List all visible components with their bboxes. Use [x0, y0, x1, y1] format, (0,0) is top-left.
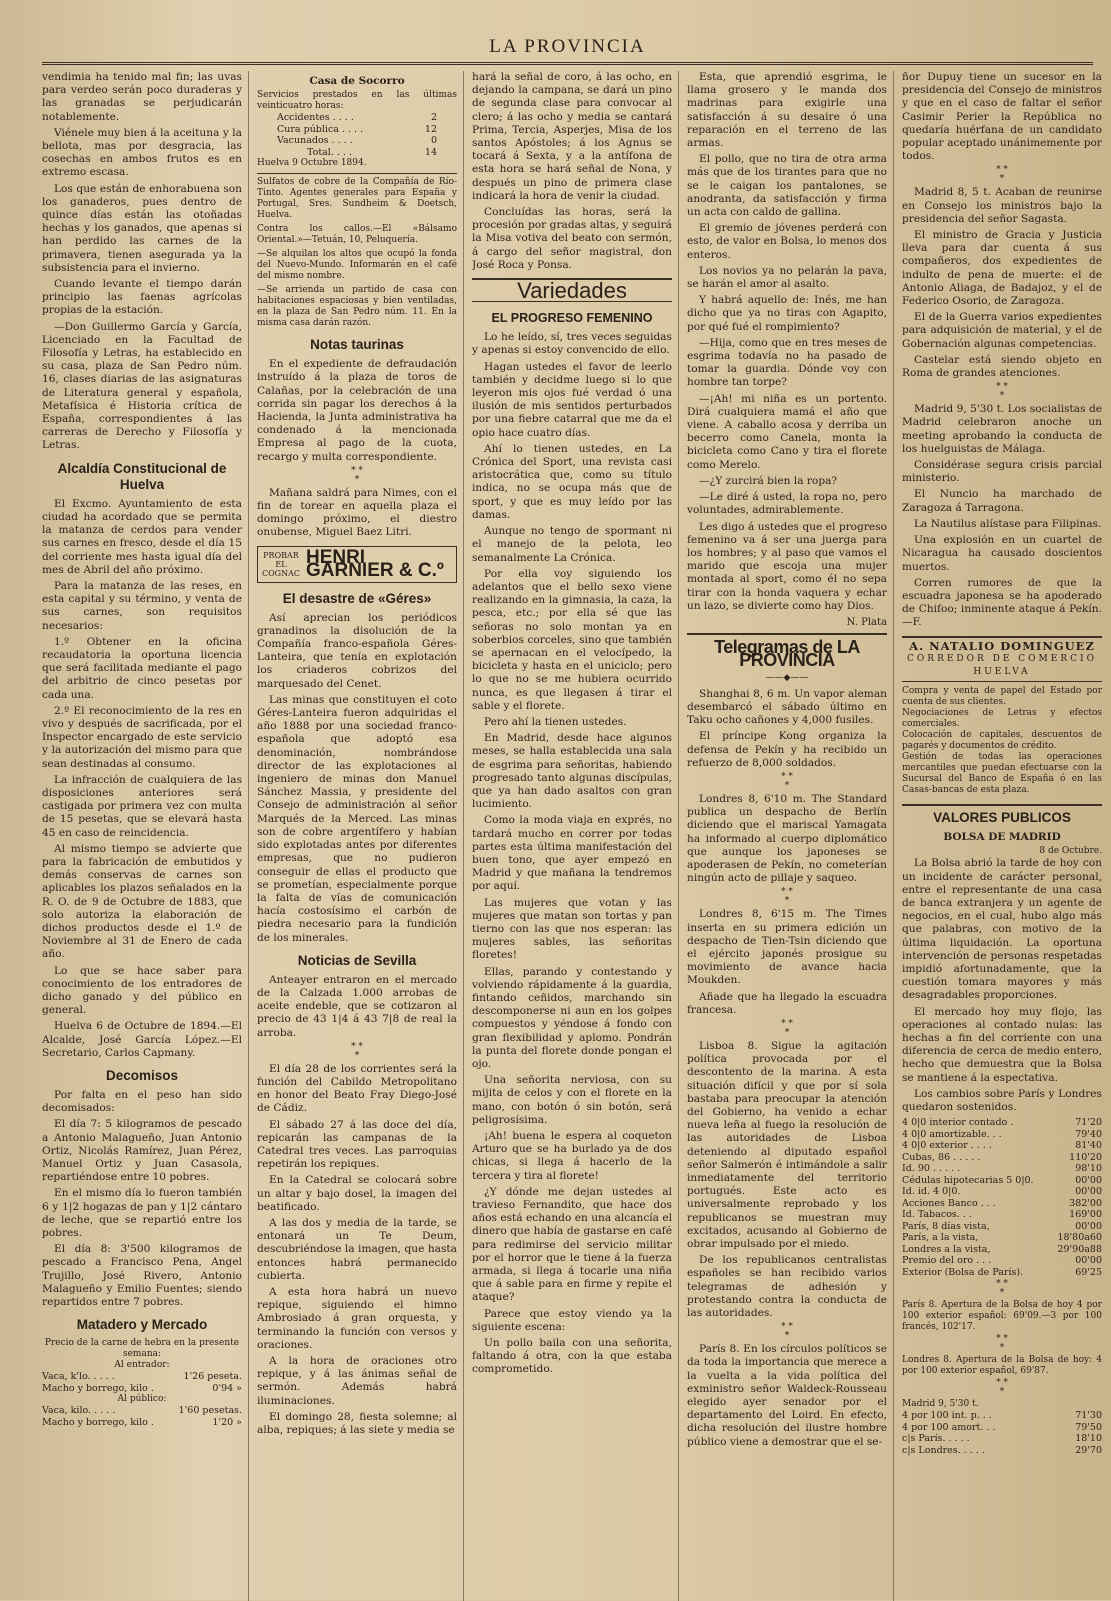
paragraph: Al mismo tiempo se advierte que para la fabricación de embutidos y demás conservas de carnes son aplicables los plazos señalados en la R. O. de 9 de Octubre de 1883, que solo autoriza la elaboración de dichos productos desde el 1.º de Noviembre al 31 de Enero de cada año. — [42, 842, 242, 961]
price-table-entrador — [42, 1371, 242, 1394]
quotes-table-2 — [902, 1410, 1102, 1456]
heading-desastre-geres: El desastre de «Géres» — [282, 590, 432, 606]
paragraph: El príncipe Kong organiza la defensa de Pekín y ha recibido un refuerzo de 8,000 soldados. — [687, 730, 887, 769]
paragraph: La Nautilus alístase para Filipinas. — [914, 517, 1102, 530]
ad-garnier-prefix — [262, 551, 300, 578]
madrid9-heading: Madrid 9, 5'30 t. — [902, 1399, 979, 1410]
paragraph: En el expediente de defraudación instruído á la plaza de toros de Calañas, por la celebración de una corrida sin pagar los derechos á la Hacienda, la Junta administrativa ha condenado á la mencionada Empresa al pago de la cuota, recargo y multa correspondiente. — [257, 358, 457, 463]
paragraph: En el mismo día lo fueron también 6 y 1|2 hogazas de pan y 1|2 cántaro de leche, que se repartió entre los pobres. — [42, 1187, 242, 1240]
heading-alcaldia: Alcaldía Constitucional de Huelva — [57, 460, 227, 492]
paragraph: París 8. En los círculos políticos se da toda la importancia que merece a la vuelta a la vida política del exministro señor Waldeck-Rousseau elegido ayer senador por el departamento del Loird. En efecto, dicha resolución del ilustre hombre público viene a demostrar que el se- — [687, 1343, 887, 1448]
asterism: * * * — [996, 165, 1008, 185]
paragraph: El día 28 de los corrientes será la función del Cabildo Metropolitano en honor del Beato Fray Diego-José de Cádiz. — [257, 1062, 457, 1115]
heading-valores-publicos: VALORES PUBLICOS — [902, 804, 1102, 826]
paragraph: Viénele muy bien á la aceituna y la bellota, mas por desgracia, las cosechas en ambos frutos es en extremo escasa. — [42, 126, 242, 179]
heading-notas-taurinas: Notas taurinas — [310, 337, 404, 353]
quote-value: 79'40 — [1075, 1128, 1102, 1140]
ad-garnier — [257, 546, 457, 583]
quotes-table — [902, 1117, 1102, 1278]
heading-progreso-femenino: EL PROGRESO FEMENINO — [491, 311, 653, 326]
ad-arriendo: —Se arrienda un partido de casa con habitaciones espaciosas y bien ventiladas, en la plaza de San Pedro núm. 11. En la misma casa darán razón. — [257, 285, 457, 329]
paragraph: El día 8: 3'500 kilogramos de pescado a Francisco Pena, Angel Trujillo, José Rivero, Antonio Malagueño y Emilio Fuentes; siendo repartidos entre 7 pobres. — [42, 1243, 242, 1309]
paragraph: A las dos y media de la tarde, se entonará un Te Deum, descubriéndose la imagen, que hasta entonces habrá permanecido cubierta. — [257, 1216, 457, 1282]
paragraph: El día 7: 5 kilogramos de pescado a Antonio Malagueño, Juan Antonio Ortiz, Nicolás Ramírez, Juan Pérez, Manuel Ortiz y Juan Casasola, repartiéndose entre 10 pobres. — [42, 1118, 242, 1184]
quote-value: 00'00 — [1075, 1255, 1102, 1267]
paragraph: Mañana saldrá para Nimes, con el fin de torear en aquella plaza el domingo próximo, el diestro onubense, Miguel Baez Litri. — [257, 486, 457, 539]
paragraph: —¿Y zurcirá bien la ropa? — [699, 474, 838, 487]
paragraph: Parece que estoy viendo ya la siguiente escena: — [472, 1307, 672, 1333]
matadero-entrador: Al entrador: — [114, 1360, 170, 1371]
socorro-intro: Servicios prestados en las últimas veinticuatro horas: — [257, 90, 457, 112]
price-table-publico — [42, 1405, 242, 1428]
paragraph: Y habrá aquello de: Inés, me han dicho que ya no tiras con Agapito, por qué fué el rompimiento? — [687, 294, 887, 333]
asterism: * * * — [781, 1322, 793, 1342]
paragraph: El gremio de jóvenes perderá con esto, de valor en Bolsa, lo menos dos enteros. — [687, 222, 887, 261]
paragraph: Madrid 8, 5 t. Acaban de reunirse en Consejo los ministros bajo la presidencia del señor Sagasta. — [902, 186, 1102, 225]
paragraph: hará la señal de coro, á las ocho, en dejando la campana, se dará un pino de segunda clase para convocar al clero; á las ocho y media se cantará Prima, Tercia, Asperjes, Misa de los santos Apóstoles; á los Agnus se tocará á Sexta, y a la antífona de esta hora se hará señal de Nona, y después un pino de primera clase indicará la hora de venir la ciudad. — [472, 71, 672, 202]
socorro-value: 2 — [430, 112, 437, 124]
quote-label: Cubas, 86 . . . . . — [902, 1151, 981, 1163]
column-5 — [902, 71, 1108, 1601]
heading-decomisos: Decomisos — [105, 1068, 179, 1084]
paragraph: A esta hora habrá un nuevo repique, siguiendo el himno Ambrosiado á gran orquesta, y terminando la función con versos y oraciones. — [257, 1285, 457, 1351]
asterism: * * * — [351, 465, 363, 485]
asterism: * * * — [781, 771, 793, 791]
asterism: * * * — [996, 1378, 1008, 1398]
paragraph: El ministro de Gracia y Justicia lleva para dar cuenta á sus compañeros, dos expedientes de indulto de pena de muerte: el de Antonio Aliaga, de Badajoz, y el de Federico Osorio, de Zaragoza. — [902, 229, 1102, 308]
broker-service: Negociaciones de Letras y efectos comerciales. — [902, 708, 1102, 730]
table-row — [277, 135, 437, 147]
ad-garnier-word: PROBAR — [263, 550, 299, 560]
quote-label: Id. 90 . . . . . — [902, 1163, 961, 1175]
paragraph: Huelva 6 de Octubre de 1894.—El Alcalde, José García López.—El Secretario, Carlos Capmany. — [42, 1020, 242, 1059]
ad-garnier-word: COGNAC — [262, 568, 300, 578]
socorro-value: 0 — [430, 135, 437, 147]
paragraph: Una señorita nerviosa, con su mijita de celos y con el florete en la mano, con botón ó sin botón, será peligrosísima. — [472, 1074, 672, 1126]
paragraph: El mercado hoy muy flojo, las operaciones al contado nulas: las hechas a fin del corriente con una diferencia de cerca de medio entero, hecho que demuestra que la Bolsa se mantiene á la espectativa. — [902, 1005, 1102, 1084]
quote-value: 98'10 — [1075, 1163, 1102, 1175]
author-signature: N. Plata — [846, 616, 887, 628]
paragraph: ¿Y dónde me dejan ustedes al travieso Fernandito, que hace dos años está echando en una alcancía el dinero que había de gastarse en café para redimirse del servicio militar por el horror que le tiene á la fuerza armada, si llega á tocarle una niña que á sable para en firme y repite el ataque? — [472, 1185, 672, 1304]
table-row — [902, 1445, 1102, 1457]
quote-value: 81'40 — [1075, 1140, 1102, 1152]
paragraph: Por ella voy siguiendo los adelantos que el bello sexo viene realizando en la gimnasia, la caza, la pesca, etc.; por ella sé que las señoras no solo montan ya en soberbios corceles, sino que también se apernacan en el velocípedo, la bicicleta y hasta en el uniciclo; pero lo que no se me hubiera ocurrido nunca, es que llegasen á tirar el sable y el florete. — [472, 567, 672, 712]
paragraph: La Bolsa abrió la tarde de hoy con un incidente de carácter personal, entre el representante de una casa de banca extranjera y un agente de negocios, en el cual, hubo algo más que palabras, con motivo de la última liquidación. La oportuna intervención de personas respetadas impidió afortunadamente, que la cuestión tomara mayores y más desagradables proporciones. — [902, 857, 1102, 1002]
paragraph: —¡Ah! mi niña es un portento. Dirá cualquiera mamá el año que viene. A caballo acosa y derriba un becerro como Canela, monta la bicicleta como Cano y tira el florete como Merelo. — [687, 392, 887, 471]
broker-service: Colocación de capitales, descuentos de pagarés y documentos de crédito. — [902, 730, 1102, 752]
price-label: Vaca, k'lo. . . . . — [42, 1371, 115, 1383]
paragraph: Pero ahí la tienen ustedes. — [484, 715, 627, 728]
quote-label: 4 0|0 interior contado . — [902, 1117, 1014, 1129]
paragraph: Las mujeres que votan y las mujeres que matan son tortas y pan tierno con las que nos esperan: las mujeres sables, las señoritas floretes! — [472, 896, 672, 962]
price-label: Macho y borrego, kilo . — [42, 1416, 154, 1428]
paragraph: Un pollo baila con una señorita, faltando á otra, con la que estaba comprometido. — [472, 1337, 672, 1376]
quote-label: c|s Londres. . . . . — [902, 1444, 985, 1456]
table-row — [42, 1417, 242, 1429]
socorro-value: 12 — [424, 123, 437, 135]
paragraph: ñor Dupuy tiene un sucesor en la presidencia del Consejo de ministros y que en el caso de faltar el señor Casimir Perier la República no quedaría huérfana de un candidato popular aceptado unánimemente por todos. — [902, 71, 1102, 163]
paragraph: Por falta en el peso han sido decomisados: — [42, 1089, 242, 1115]
paragraph: Lisboa 8. Sigue la agitación política provocada por el descontento de la marina. A esta situación difícil y que por sí sola bastaba para preocupar la atención del Gobierno, ha venido a echar nueva leña al fuego la resolución de las autoridades de Lisboa deteniendo al diputado español señor Salmerón é intimándole a salir inmediatamente del territorio portugués. Este acto es universalmente reprobado y los republicanos se muestran muy excitados, acusando al Gobierno de obrar impulsado por el miedo. — [687, 1040, 887, 1251]
table-row — [902, 1163, 1102, 1175]
asterism: * * * — [351, 1041, 363, 1061]
paragraph: Anteayer entraron en el mercado de la Calzada 1.000 arrobas de aceite endeble, que se cotizaron al precio de 43 1|4 á 43 7|8 de real la arroba. — [257, 973, 457, 1039]
column-4 — [687, 71, 894, 1601]
table-row — [277, 147, 437, 159]
table-row — [902, 1209, 1102, 1221]
asterism: * * * — [781, 1019, 793, 1038]
table-row — [902, 1267, 1102, 1279]
quote-label: Cédulas hipotecarias 5 0|0. — [902, 1174, 1034, 1186]
paragraph: El Nuncio ha marchado de Zaragoza á Tarragona. — [902, 488, 1102, 514]
heading-matadero: Matadero y Mercado — [76, 1317, 208, 1333]
table-row — [902, 1433, 1102, 1445]
paragraph: vendimia ha tenido mal fin; las uvas para verdeo serán poco duraderas y las granadas se perjudicarán notablemente. — [42, 71, 242, 123]
socorro-date: Huelva 9 Octubre 1894. — [257, 158, 367, 169]
quote-value: 00'00 — [1075, 1174, 1102, 1186]
quote-value: 382'00 — [1069, 1197, 1102, 1209]
paragraph: Ahí lo tienen ustedes, en La Crónica del Sport, una revista casi aristocrática que, como su título indica, no se ocupa más que de sport, y que es muy leído por las damas. — [472, 442, 672, 521]
quote-label: 4 0|0 exterior . . . . — [902, 1140, 992, 1152]
broker-name: A. NATALIO DOMINGUEZ — [909, 638, 1095, 653]
paragraph: Añade que ha llegado la escuadra francesa. — [687, 990, 887, 1016]
table-row — [42, 1383, 242, 1395]
table-row — [902, 1422, 1102, 1434]
price-label: Vaca, kilo. . . . . — [42, 1405, 116, 1417]
paragraph: Cuando levante el tiempo darán principio las faenas agrícolas propias de la estación. — [42, 278, 242, 317]
paragraph: Para la matanza de las reses, en esta capital y su término, y venta de sus carnes, son requisitos necesarios: — [42, 579, 242, 632]
table-row — [902, 1140, 1102, 1152]
quote-label: París, 8 días vista, — [902, 1220, 990, 1232]
price-value: 1'20 » — [212, 1416, 242, 1428]
table-row — [902, 1186, 1102, 1198]
paragraph: Aunque no tengo de spormant ni el manejo de la pelota, leo semanalmente La Crónica. — [472, 525, 672, 564]
ornament-divider: ——◆—— — [765, 672, 809, 683]
price-value: 1'60 pesetas. — [178, 1405, 242, 1417]
table-row — [42, 1405, 242, 1417]
quote-label: París, a la vista, — [902, 1232, 979, 1244]
broker-ad — [902, 636, 1102, 683]
columns — [42, 71, 1102, 1601]
paragraph: Shanghai 8, 6 m. Un vapor aleman desembarcó el sábado último en Taku ocho cañones y 4,000 fusiles. — [687, 687, 887, 727]
paragraph: Londres 8, 6'10 m. The Standard publica un despacho de Berlín diciendo que el mariscal Yamagata ha informado al cuerpo diplomático que aunque los japoneses se apoderasen de Pekín, no cometerían ningún acto de pillaje y saqueo. — [687, 792, 887, 885]
paragraph: Corren rumores de que la escuadra japonesa se ha apoderado de Chifoo; inminente ataque á Pekín.—F. — [902, 576, 1102, 629]
heading-variedades: Variedades — [472, 278, 672, 302]
asterism: * * * — [996, 1334, 1008, 1354]
matadero-publico: Al público: — [117, 1394, 167, 1405]
quote-value: 71'20 — [1075, 1117, 1102, 1129]
asterism: * * * — [996, 1279, 1008, 1299]
ad-garnier-word: EL — [275, 559, 287, 569]
quote-label: 4 por 100 int. p. . . — [902, 1410, 992, 1422]
table-row — [902, 1232, 1102, 1244]
socorro-total-label: Total. . . . — [307, 146, 352, 158]
quote-label: 4 0|0 amortizable. . . — [902, 1128, 1002, 1140]
table-row — [902, 1410, 1102, 1422]
quote-value: 18'10 — [1075, 1433, 1102, 1445]
paragraph: Lo he leído, sí, tres veces seguidas y apenas si estoy convencido de ello. — [472, 331, 672, 357]
ad-callos: Contra los callos.—El «Bálsamo Oriental.»—Tetuán, 10, Peluquería. — [257, 224, 457, 246]
paragraph: El de la Guerra varios expedientes para adquisición de material, y el de Gobernación algunas competencias. — [902, 311, 1102, 350]
paragraph: Hagan ustedes el favor de leerlo también y decidme luego si lo que leyeron mis ojos fué verdad ó una ilusión de mis sentidos perturbados por una fiebre catarral que me da el opio hace cuatro días. — [472, 360, 672, 439]
ad-sulfatos: Sulfatos de cobre de la Compañía de Río-Tinto. Agentes generales para España y Portugal, Sres. Sundheim & Doetsch, Huelva. — [257, 173, 457, 221]
paragraph: Como la moda viaja en exprés, no tardará mucho en correr por todas partes esta última manifestación del buen tono, que ayer empezó en Madrid y que mañana la tendremos por aquí. — [472, 814, 672, 893]
paragraph: Una explosión en un cuartel de Nicaragua ha causado doscientos muertos. — [902, 534, 1102, 573]
quote-value: 00'00 — [1075, 1186, 1102, 1198]
table-row — [277, 124, 437, 136]
paragraph: De los republicanos centralistas españoles se han recibido varios telegramas de adhesión y protestando contra la conducta de las autoridades. — [687, 1254, 887, 1320]
paragraph: Concluídas las horas, será la procesión por gradas altas, y seguirá la Misa votiva del beato con sermón, á cargo del señor magistral, don José Roca y Ponsa. — [472, 206, 672, 271]
paragraph: Castelar está siendo objeto en Roma de grandes atenciones. — [902, 353, 1102, 380]
column-2 — [257, 71, 464, 1601]
asterism: * * * — [996, 382, 1008, 402]
paragraph: En la Catedral se colocará sobre un altar y bajo dosel, la imagen del beatificado. — [257, 1174, 457, 1213]
price-value: 0'94 » — [212, 1382, 242, 1394]
column-3 — [472, 71, 679, 1601]
paragraph: —Le diré á usted, la ropa no, pero voluntades, admirablemente. — [687, 491, 887, 517]
table-row — [902, 1244, 1102, 1256]
paragraph: El pollo, que no tira de otra arma más que de los tirantes para que no se le caigan los pantalones, se anodranta, da satisfacción y firma un acta con caldo de gallina. — [687, 153, 887, 219]
table-row — [902, 1255, 1102, 1267]
paragraph: Los novios ya no pelarán la pava, se harán el amor al asalto. — [687, 264, 887, 291]
paragraph: Así aprecian los periódicos granadinos la disolución de la Compañía franco-española Géres-Lanteira, que tenía en explotación los criaderos cobrizos del marquesado del Cenet. — [257, 611, 457, 690]
paragraph: Londres 8, 6'15 m. The Times inserta en su primera edición un despacho de Tien-Tsin diciendo que el ejército japonés prosigue su movimiento de avance hacia Moukden. — [687, 908, 887, 987]
matadero-intro: Precio de la carne de hebra en la presente semana: — [44, 1338, 240, 1360]
table-row — [902, 1198, 1102, 1210]
quote-value: 18'80a60 — [1057, 1232, 1102, 1244]
quote-value: 00'00 — [1075, 1220, 1102, 1232]
quote-value: 69'25 — [1075, 1266, 1102, 1278]
table-row — [902, 1129, 1102, 1141]
socorro-label: Vacunados . . . . — [277, 135, 353, 147]
table-row — [902, 1221, 1102, 1233]
heading-noticias-sevilla: Noticias de Sevilla — [297, 952, 417, 968]
paragraph: Ellas, parando y contestando y volviendo rápidamente á la guardia, fintando ceñidos, marchando sin descomponerse ni aun en los golpes compuestos y yéndose á fondo con gran flexibilidad y aplomo. Pondrán la punta del florete donde pongan el ojo. — [472, 965, 672, 1071]
paragraph: Les digo á ustedes que el progreso femenino va á ser una juerga para los hombres; y al paso que vamos el marido que escoja una mujer montada al sport, como él no sepa tirar con la honda vaquera y echar un lazo, se divierte como hay Dios. — [687, 520, 887, 612]
paragraph: A la hora de oraciones otro repique, y á las ánimas señal de sermón. Además habrá iluminaciones. — [257, 1355, 457, 1407]
table-row — [42, 1371, 242, 1383]
masthead: LA PROVINCIA — [489, 36, 646, 57]
quote-value: 169'00 — [1069, 1209, 1102, 1221]
price-label: Macho y borrego, kilo . — [42, 1382, 154, 1394]
section-rule — [687, 633, 887, 635]
quote-label: 4 por 100 amort. . . — [902, 1421, 996, 1433]
paragraph: Considérase segura crisis parcial ministerio. — [902, 459, 1102, 485]
quote-value: 110'20 — [1069, 1151, 1102, 1163]
paragraph: Madrid 9, 5'30 t. Los socialistas de Madrid celebraron anoche un meeting aprobando la conducta de los huelguistas de Málaga. — [902, 403, 1102, 455]
quote-label: Exterior (Bolsa de París). — [902, 1266, 1024, 1278]
heading-telegramas: Telegramas de LA PROVINCIA — [714, 637, 860, 671]
paragraph: El domingo 28, fiesta solemne; al alba, repiques; á las siete y media se — [257, 1410, 457, 1437]
paragraph: Lo que se hace saber para conocimiento de los entradores de dicho ganado y del público en general. — [42, 964, 242, 1017]
masthead-rule — [42, 62, 1093, 65]
heading-casa-socorro: Casa de Socorro — [309, 75, 405, 87]
column-1 — [42, 71, 249, 1601]
paragraph: —Hija, como que en tres meses de esgrima todavía no ha pasado de tomar la guardia. Dónde voy con hombre tan torpe? — [687, 336, 887, 389]
paragraph: ¡Ah! buena le espera al coqueton Arturo que se ha burlado ya de dos chicas, si llega á hacerlo de la tercera y tira al florete! — [472, 1130, 672, 1182]
paragraph: El sábado 27 á las doce del día, repicarán las campanas de la Catedral tres veces. Las parroquias repetirán los repiques. — [257, 1118, 457, 1171]
broker-service: Gestión de todas las operaciones mercantiles que puedan efectuarse con la Sucursal del Banco de España ó en las Casas-bancas de esta plaza. — [902, 752, 1102, 796]
quote-label: c|s París. . . . . — [902, 1433, 970, 1445]
quote-label: Londres a la vista, — [902, 1243, 991, 1255]
quote-value: 29'90a88 — [1057, 1243, 1102, 1255]
quote-label: Acciones Banco . . . — [902, 1197, 996, 1209]
asterism: * * * — [781, 887, 793, 907]
paris-quote: París 8. Apertura de la Bolsa de hoy 4 por 100 exterior español: 69'09.—3 por 100 francés, 102'17. — [902, 1300, 1102, 1333]
paragraph: Los que están de enhorabuena son los ganaderos, pues dentro de quince días están las otoñadas hechas y los ganados, que apenas si han perdido las carnes de la primavera, tienen asegurada ya la subsistencia para el invierno. — [42, 182, 242, 274]
socorro-total-value: 14 — [424, 146, 437, 158]
broker-city: HUELVA — [973, 666, 1031, 677]
table-row — [902, 1175, 1102, 1187]
paragraph: Esta, que aprendió esgrima, le llama grosero y le manda dos madrinas para exigirle una satisfacción á su desaire ó una reparación en el terreno de las armas. — [687, 71, 887, 150]
quote-value: 71'30 — [1075, 1410, 1102, 1422]
bolsa-date: 8 de Octubre. — [1039, 846, 1102, 857]
quote-label: Premio del oro . . . — [902, 1255, 992, 1267]
socorro-label: Accidentes . . . . — [277, 112, 354, 124]
quote-value: 29'70 — [1075, 1444, 1102, 1456]
paragraph: En Madrid, desde hace algunos meses, se halla establecida una sala de esgrima para señoritas, habiendo progresado tanto algunas discípulas, que ya han dado asaltos con gran lucimiento. — [472, 732, 672, 811]
table-row — [902, 1152, 1102, 1164]
price-value: 1'26 peseta. — [183, 1371, 242, 1383]
quote-value: 79'50 — [1075, 1421, 1102, 1433]
socorro-table — [277, 112, 437, 158]
paragraph: Los cambios sobre París y Londres quedaron sostenidos. — [902, 1087, 1102, 1113]
broker-service: Compra y venta de papel del Estado por cuenta de sus clientes. — [902, 686, 1102, 708]
quote-label: Id. Tabacos. . . — [902, 1209, 972, 1221]
paragraph: Las minas que constituyen el coto Géres-Lanteira fueron adquiridas el año 1888 por una sociedad franco-española que adoptó esa denominación, nombrándose director de las explotaciones al ingeniero de minas don Manuel Sánchez Massia, y presidente del Consejo de administración al señor Marqués de la Merced. Las minas son de cobre argentífero y habían sido explotadas antes por diferentes empresas, que no pudieron conseguir de ellas el producto que se prometían, especialmente porque la falta de vías de comunicación hacía costosísimo el carbón de piedra necesario para la fundición de los minerales. — [257, 693, 457, 944]
ad-alquiler: —Se alquilan los altos que ocupó la fonda del Nuevo-Mundo. Informarán en el café del mismo nombre. — [257, 249, 457, 282]
ad-garnier-brand: HENRI GARNIER & C.º — [305, 546, 444, 582]
londres-quote: Londres 8. Apertura de la Bolsa de hoy: 4 por 100 exterior español, 69'87. — [902, 1355, 1102, 1377]
paragraph: 1.º Obtener en la oficina recaudatoria la oportuna licencia que será facilitada mediante el pago del arbitrio de cinco pesetas por cada una. — [42, 635, 242, 701]
paragraph: La infracción de cualquiera de las disposiciones anteriores será castigada por primera vez con multa de 15 pesetas, que se elevará hasta 45 en caso de reincidencia. — [42, 773, 242, 839]
paragraph: —Don Guillermo García y García, Licenciado en la Facultad de Filosofía y Letras, ha establecido en su casa, plaza de San Pedro núm. 16, clases diarias de las asignaturas de Literatura general y española, Metafísica é Historia crítica de España, correspondientes á las carreras de Derecho y Filosofía y Letras. — [42, 320, 242, 452]
table-row — [902, 1117, 1102, 1129]
heading-bolsa-madrid: BOLSA DE MADRID — [943, 831, 1061, 844]
quote-label: Id. id. 4 0|0. — [902, 1186, 961, 1198]
paragraph: El Excmo. Ayuntamiento de esta ciudad ha acordado que se permita la matanza de cerdos para vender sus carnes en fresco, desde el día 15 del corriente mes hasta igual día del mes de Abril del año próximo. — [42, 497, 242, 576]
broker-role: CORREDOR DE COMERCIO — [907, 653, 1097, 664]
socorro-label: Cura pública . . . . — [277, 123, 364, 135]
paragraph: 2.º El reconocimiento de la res en vivo y después de sacrificada, por el Inspector encargado de este servicio y la autorización del mismo para que sean destinadas al consumo. — [42, 704, 242, 770]
table-row — [277, 112, 437, 124]
